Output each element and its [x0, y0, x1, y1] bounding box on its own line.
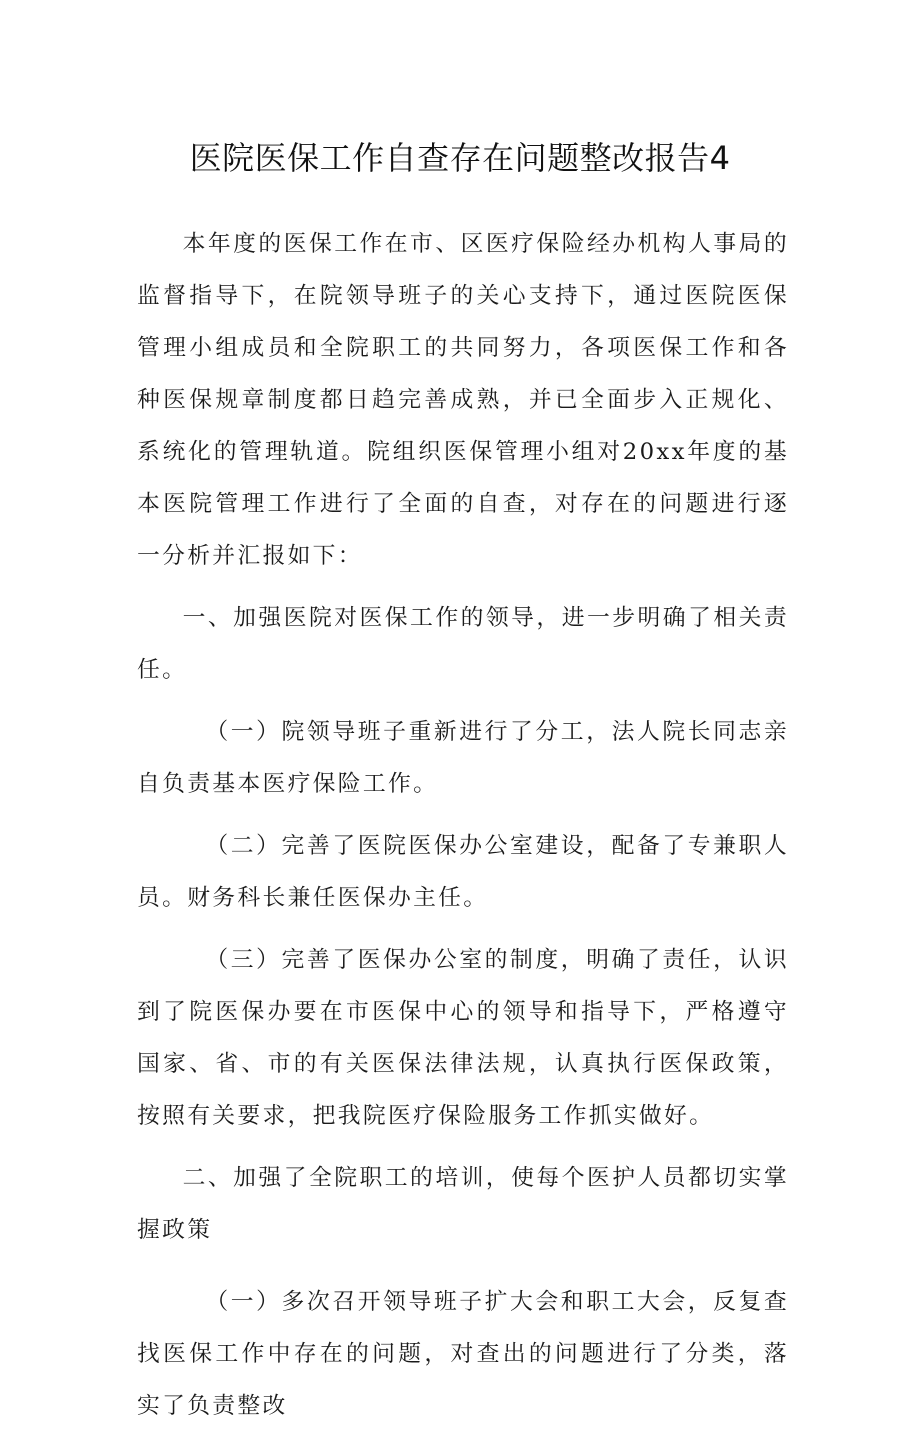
document-body [137, 218, 789, 1432]
page-title: 医院医保工作自查存在问题整改报告4 [189, 139, 731, 177]
paragraph-1-2: （二）完善了医院医保办公室建设，配备了专兼职人员。财务科长兼任医保办主任。 [137, 833, 789, 911]
paragraph-1-3: （三）完善了医保办公室的制度，明确了责任，认识到了院医保办要在市医保中心的领导和指导下，严格遵守国家、省、市的有关医保法律法规，认真执行医保政策，按照有关要求，把我院医疗保险服务工作抓实做好。 [137, 947, 789, 1129]
paragraph-intro: 本年度的医保工作在市、区医疗保险经办机构人事局的监督指导下，在院领导班子的关心支持下，通过医院医保管理小组成员和全院职工的共同努力，各项医保工作和各种医保规章制度都日趋完善成熟，并已全面步入正规化、系统化的管理轨道。院组织医保管理小组对20xx年度的基本医院管理工作进行了全面的自查，对存在的问题进行逐一分析并汇报如下： [137, 231, 789, 569]
section-heading-1: 一、加强医院对医保工作的领导，进一步明确了相关责任。 [137, 605, 789, 683]
paragraph-2-1: （一）多次召开领导班子扩大会和职工大会，反复查找医保工作中存在的问题，对查出的问题进行了分类，落实了负责整改 [137, 1289, 789, 1419]
section-heading-2: 二、加强了全院职工的培训，使每个医护人员都切实掌握政策 [137, 1165, 789, 1243]
paragraph-1-1: （一）院领导班子重新进行了分工，法人院长同志亲自负责基本医疗保险工作。 [137, 719, 789, 797]
